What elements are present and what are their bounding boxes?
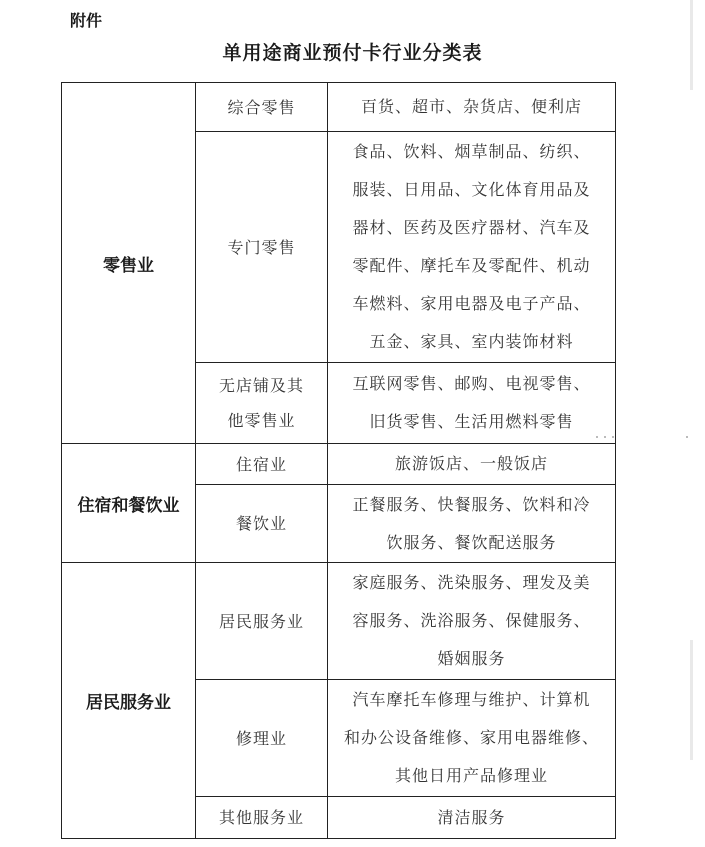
scope-line: 汽车摩托车修理与维护、计算机	[352, 690, 591, 709]
scope-line: 零配件、摩托车及零配件、机动	[352, 256, 591, 275]
subcategory-cell	[196, 797, 328, 839]
table-row	[62, 444, 616, 485]
subcategory-cell	[196, 485, 328, 563]
scope-line: 其他日用产品修理业	[394, 766, 548, 785]
classification-table	[61, 82, 616, 839]
scope-line: 食品、饮料、烟草制品、纺织、	[352, 142, 591, 161]
scope-line: 家庭服务、洗染服务、理发及美	[352, 573, 591, 592]
category-cell: 住宿和餐饮业	[62, 444, 196, 563]
scope-cell	[328, 680, 616, 797]
scope-cell	[328, 563, 616, 680]
scope-line: 和办公设备维修、家用电器维修、	[343, 728, 599, 747]
scope-line: 器材、医药及医疗器材、汽车及	[352, 218, 591, 237]
subcategory-line: 住宿业	[235, 454, 287, 474]
scope-line: 正餐服务、快餐服务、饮料和冷	[352, 494, 591, 514]
scope-line: 百货、超市、杂货店、便利店	[360, 97, 582, 116]
scope-line: 服装、日用品、文化体育用品及	[352, 180, 591, 199]
scope-line: 五金、家具、室内装饰材料	[369, 332, 574, 351]
scope-line: 婚姻服务	[437, 649, 506, 668]
subcategory-line: 专门零售	[227, 237, 296, 257]
table-row	[62, 83, 616, 132]
category-cell: 居民服务业	[62, 563, 196, 839]
subcategory-cell	[196, 444, 328, 485]
scan-artifact	[686, 436, 688, 438]
category-cell: 零售业	[62, 83, 196, 444]
scope-cell	[328, 363, 616, 444]
scope-line: 互联网零售、邮购、电视零售、	[352, 374, 591, 393]
scope-line: 清洁服务	[437, 807, 506, 827]
scope-line: 旧货零售、生活用燃料零售	[369, 412, 574, 431]
subcategory-line: 修理业	[235, 728, 287, 748]
scope-cell	[328, 797, 616, 839]
scope-line: 旅游饭店、一般饭店	[394, 454, 548, 473]
scope-cell	[328, 485, 616, 563]
subcategory-cell	[196, 563, 328, 680]
document-title: 单用途商业预付卡行业分类表	[222, 42, 483, 64]
subcategory-line: 无店铺及其	[218, 376, 304, 395]
scope-cell	[328, 83, 616, 132]
page-edge-shadow	[690, 640, 693, 760]
subcategory-line: 综合零售	[227, 97, 296, 117]
subcategory-line: 他零售业	[227, 411, 296, 430]
scope-line: 容服务、洗浴服务、保健服务、	[352, 611, 591, 630]
subcategory-cell	[196, 132, 328, 363]
scope-line: 饮服务、餐饮配送服务	[386, 532, 557, 552]
scope-cell	[328, 132, 616, 363]
subcategory-line: 其他服务业	[218, 808, 304, 827]
subcategory-line: 餐饮业	[235, 514, 287, 533]
subcategory-cell	[196, 363, 328, 444]
scan-artifact	[596, 436, 598, 438]
page-edge-shadow	[690, 0, 693, 90]
subcategory-cell	[196, 83, 328, 132]
subcategory-cell	[196, 680, 328, 797]
attachment-label: 附件	[70, 11, 103, 30]
table-row	[62, 563, 616, 680]
subcategory-line: 居民服务业	[218, 611, 304, 631]
scan-artifact	[604, 436, 606, 438]
scope-line: 车燃料、家用电器及电子产品、	[352, 294, 591, 313]
scan-artifact	[612, 436, 614, 438]
scope-cell	[328, 444, 616, 485]
